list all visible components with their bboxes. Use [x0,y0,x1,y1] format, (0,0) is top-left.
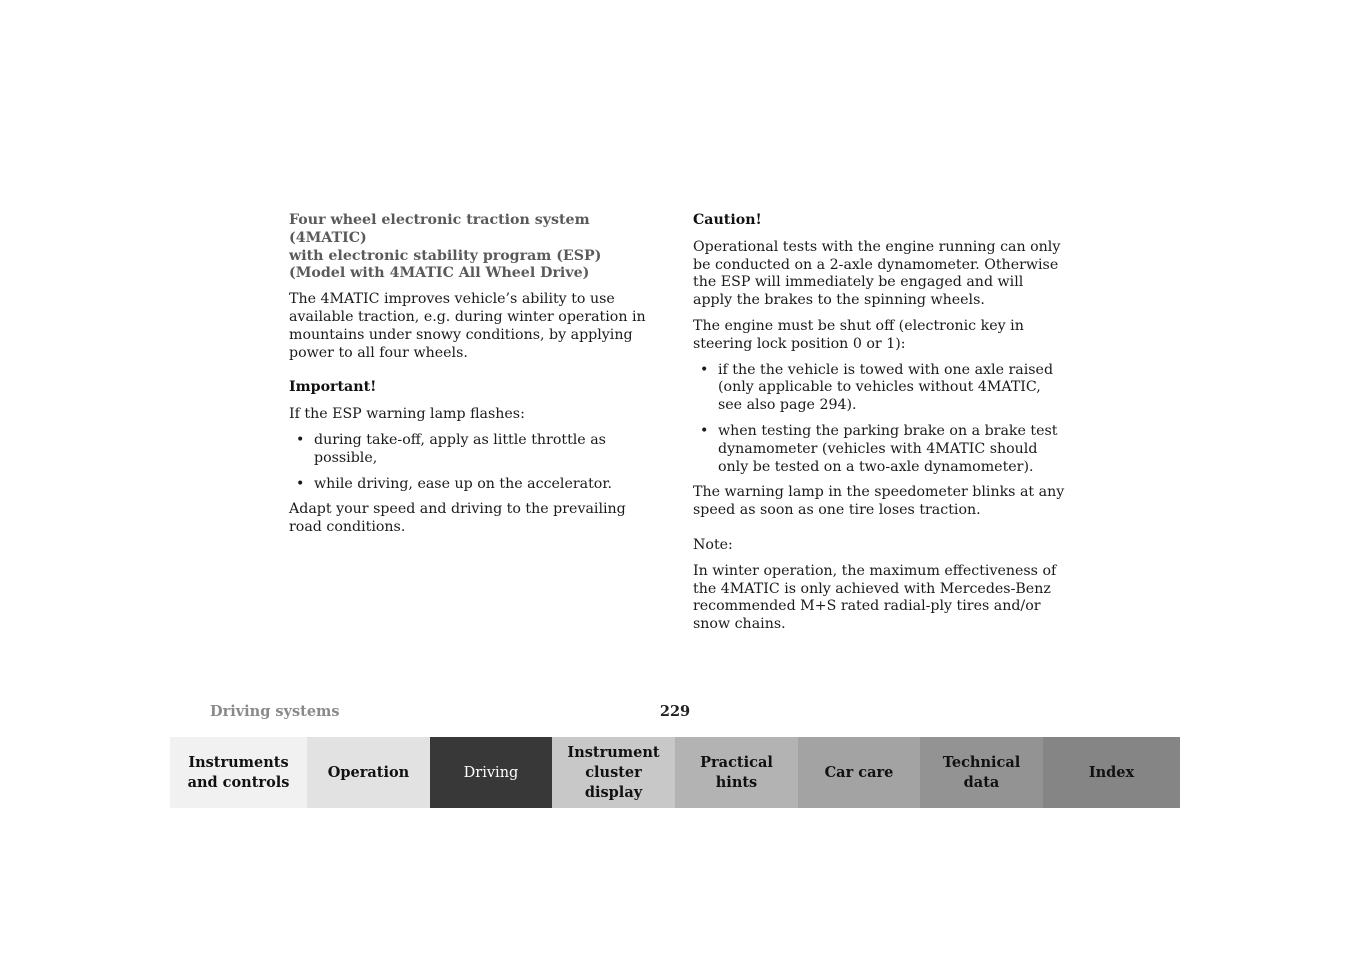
tab-instruments-and-controls[interactable]: Instruments and controls [170,737,307,808]
tab-car-care[interactable]: Car care [798,737,920,808]
important-label: Important! [289,379,377,396]
important-text: If the ESP warning lamp flashes: [289,406,525,423]
right-column [693,212,1065,642]
tab-practical-hints[interactable]: Practical hints [675,737,798,808]
page-number: 229 [659,703,691,720]
important-list [289,432,661,493]
tab-instrument-cluster-display[interactable]: Instrument cluster display [552,737,675,808]
caution-label: Caution! [693,212,762,228]
heading-line-3: (Model with 4MATIC All Wheel Drive) [289,265,590,282]
note-label: Note: [693,536,733,553]
list-item: • when testing the parking brake on a brake test dynamometer (vehicles with 4MATIC should only be tested on a two-axle dynamometer). [693,423,1065,476]
tab-technical-data[interactable]: Technical data [920,737,1043,808]
shutoff-list [693,362,1065,477]
heading-line-2: with electronic stability program (ESP) [289,247,602,264]
footer-section-title: Driving systems [210,703,340,720]
tab-index[interactable]: Index [1043,737,1180,808]
warning-lamp-text: The warning lamp in the speedometer blinks at any speed as soon as one tire loses traction. [693,484,1065,519]
list-item: • if the the vehicle is towed with one axle raised (only applicable to vehicles without 4MATIC, see also page 294). [693,362,1065,415]
section-heading [289,212,661,283]
tab-driving[interactable]: Driving [430,737,552,808]
shutoff-text: The engine must be shut off (electronic key in steering lock position 0 or 1): [693,317,1024,352]
closing-paragraph: Adapt your speed and driving to the prevailing road conditions. [289,501,626,536]
caution-text: Operational tests with the engine running can only be conducted on a 2-axle dynamometer. Otherwise the ESP will immediately be engaged and will apply the brakes to the spinning wheels. [693,238,1061,309]
intro-paragraph: The 4MATIC improves vehicle’s ability to use available traction, e.g. during winter operation in mountains under snowy conditions, by applying power to all four wheels. [289,291,646,361]
chapter-tabs [170,737,1180,808]
left-column [289,212,661,545]
note-text: In winter operation, the maximum effectiveness of the 4MATIC is only achieved with Mercedes-Benz recommended M+S rated radial-ply tires and/or snow chains. [693,562,1057,633]
list-item: • while driving, ease up on the accelerator. [289,476,661,494]
heading-line-1: Four wheel electronic traction system (4MATIC) [289,212,590,246]
list-item: • during take-off, apply as little throttle as possible, [289,432,661,468]
tab-operation[interactable]: Operation [307,737,430,808]
